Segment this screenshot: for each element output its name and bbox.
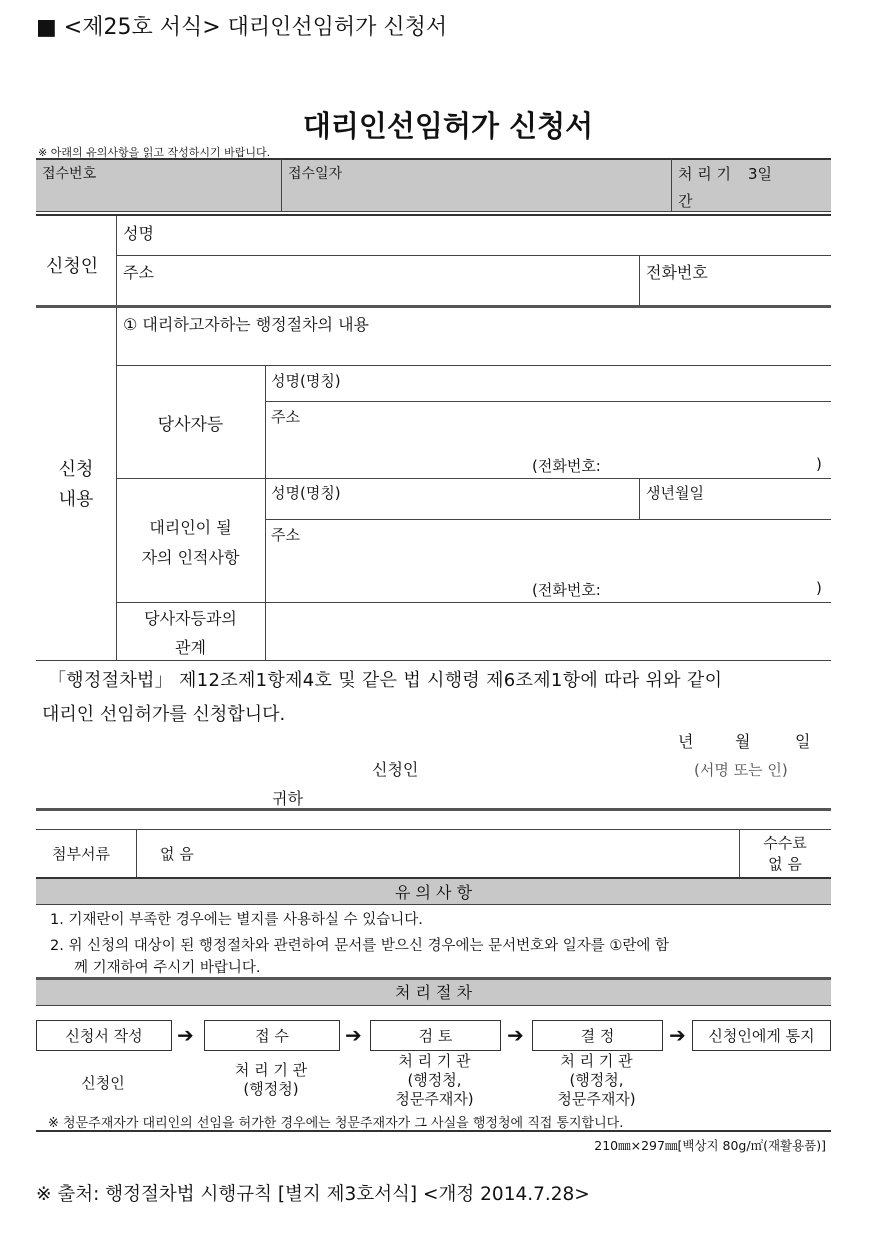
date-day: 일 — [795, 732, 811, 751]
step-review — [370, 1020, 501, 1051]
party-label: 당사자등 — [157, 415, 224, 435]
applicant-section-label: 신청인 — [46, 256, 99, 277]
agent-info-label — [116, 513, 265, 573]
receipt-date-label: 접수일자 — [288, 166, 343, 182]
actor4-line1: 처 리 기 관 — [560, 1052, 633, 1070]
step-5-label: 신청인에게 통지 — [708, 1027, 815, 1045]
arrow-icon: ➔ — [345, 1023, 362, 1047]
party-address-label: 주소 — [271, 408, 300, 426]
actor-applicant: 신청인 — [81, 1074, 125, 1092]
request-label-line2: 내용 — [58, 489, 94, 510]
attachments-value: 없 음 — [160, 845, 194, 863]
actor2-line2: (행정청) — [243, 1080, 299, 1098]
caution-item-2-line2: 께 기재하여 주시기 바랍니다. — [74, 960, 261, 976]
signature-note: (서명 또는 인) — [694, 761, 788, 779]
party-phone-open: (전화번호: — [532, 457, 601, 475]
caution-item-1: 1. 기재란이 부족한 경우에는 별지를 사용하실 수 있습니다. — [50, 912, 423, 928]
request-label-line1: 신청 — [58, 459, 94, 480]
attachments-label: 첨부서류 — [52, 845, 110, 863]
actor-decide — [532, 1052, 661, 1109]
arrow-icon: ➔ — [669, 1023, 686, 1047]
party-phone-close: ) — [816, 455, 822, 473]
party-name-label: 성명(명칭) — [271, 372, 341, 390]
procedure-content-label: ① 대리하고자하는 행정절차의 내용 — [123, 315, 369, 334]
source-note: ※ 출처: 행정절차법 시행규칙 [별지 제3호서식] <개정 2014.7.28> — [36, 1184, 590, 1205]
processing-period-label-cont: 간 — [678, 192, 693, 210]
processing-period-label: 처 리 기 — [678, 165, 732, 183]
step-receive — [204, 1020, 340, 1051]
actor-review — [370, 1052, 499, 1109]
addressee: 귀하 — [272, 789, 303, 808]
agent-label-line2: 자의 인적사항 — [141, 548, 240, 567]
receipt-number-label: 접수번호 — [42, 166, 97, 182]
signer-label: 신청인 — [372, 760, 419, 779]
agent-phone-close: ) — [816, 579, 822, 597]
step-3-label: 검 토 — [418, 1027, 453, 1045]
agent-name-label: 성명(명칭) — [271, 484, 341, 502]
date-month: 월 — [735, 732, 751, 751]
relation-label-line2: 관계 — [175, 638, 206, 657]
request-section-label — [36, 455, 116, 515]
agent-address-label: 주소 — [271, 526, 300, 544]
date-year: 년 — [678, 732, 694, 751]
agent-label-line1: 대리인이 될 — [149, 518, 232, 537]
actor2-line1: 처 리 기 관 — [234, 1061, 308, 1079]
fee-value: 없 음 — [768, 855, 802, 873]
agent-phone-open: (전화번호: — [532, 581, 601, 599]
document-header: ■ <제25호 서식> 대리인선임허가 신청서 — [36, 15, 448, 40]
step-2-label: 접 수 — [255, 1027, 289, 1045]
procedure-footnote: ※ 청문주재자가 대리인의 선임을 허가한 경우에는 청문주재자가 그 사실을 행정청에 직접 통지합니다. — [48, 1116, 624, 1131]
actor3-line2: (행정청, — [407, 1071, 462, 1089]
actor-receive — [204, 1061, 338, 1099]
arrow-icon: ➔ — [177, 1023, 194, 1047]
applicant-phone-label: 전화번호 — [646, 263, 708, 282]
statement-line1: 「행정절차법」 제12조제1항제4호 및 같은 법 시행령 제6조제1항에 따라 위와 같이 — [48, 670, 723, 691]
step-write-application — [36, 1020, 172, 1051]
actor3-line3: 청문주재자) — [395, 1090, 474, 1108]
arrow-icon: ➔ — [507, 1023, 524, 1047]
applicant-name-label: 성명 — [123, 224, 154, 243]
actor4-line2: (행정청, — [569, 1071, 624, 1089]
actor4-line3: 청문주재자) — [557, 1090, 636, 1108]
step-1-label: 신청서 작성 — [65, 1027, 143, 1045]
statement-line2: 대리인 선임허가를 신청합니다. — [42, 704, 286, 725]
relation-label-line1: 당사자등과의 — [144, 609, 237, 628]
agent-birth-label: 생년월일 — [646, 484, 704, 502]
paper-spec: 210㎜×297㎜[백상지 80g/㎡(재활용품)] — [594, 1138, 826, 1153]
step-decide — [532, 1020, 663, 1051]
actor3-line1: 처 리 기 관 — [398, 1052, 471, 1070]
step-4-label: 결 정 — [580, 1027, 615, 1045]
relation-label — [116, 604, 265, 662]
step-notify-applicant — [692, 1020, 831, 1051]
applicant-address-label: 주소 — [123, 263, 154, 282]
caution-item-2-line1: 2. 위 신청의 대상이 된 행정절차와 관련하여 문서를 받으신 경우에는 문서번호와 일자를 ①란에 함 — [50, 938, 670, 954]
fee-label: 수수료 — [763, 834, 807, 852]
procedure-header: 처 리 절 차 — [394, 983, 473, 1002]
form-title: 대리인선임허가 신청서 — [302, 109, 594, 143]
notice-text: ※ 아래의 유의사항을 읽고 작성하시기 바랍니다. — [38, 146, 271, 159]
processing-period-value: 3일 — [748, 165, 773, 183]
cautions-header: 유 의 사 항 — [394, 883, 473, 902]
